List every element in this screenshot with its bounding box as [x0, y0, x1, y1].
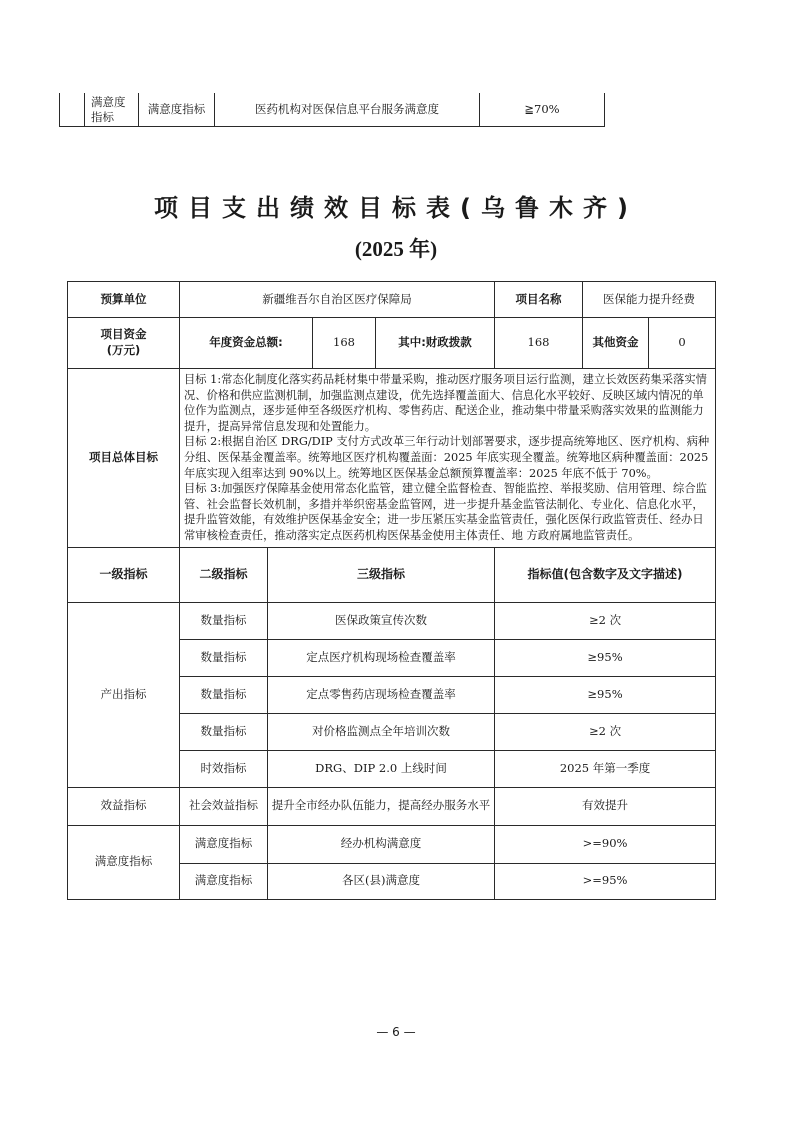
other-funds-value: 0	[649, 318, 716, 369]
value-cell: ≧70%	[480, 93, 605, 127]
level3-cell: 定点零售药店现场检查覆盖率	[268, 676, 495, 713]
funds-label	[68, 318, 180, 369]
table-row	[68, 825, 716, 863]
level2-cell: 满意度指标	[180, 863, 268, 899]
header-level1: 一级指标	[68, 547, 180, 602]
header-row	[68, 547, 716, 602]
header-level3: 三级指标	[268, 547, 495, 602]
value-cell: ≥2 次	[495, 713, 716, 750]
goal-3: 目标 3:加强医疗保障基金使用常态化监管，建立健全监督检查、智能监控、举报奖励、信用管理、综合监管、社会监督长效机制，多措并举织密基金监管网，进一步提升基金监管法制化、专业化、信息化水平，提升监管效能，有效维护医保基金安全；进一步压紧压实基金监管责任，强化医保行政监管责任、经办日常审核检查责任，推动落实定点医药机构医保基金使用主体责任、地 方政府属地监管责任。	[184, 482, 707, 542]
table-row	[68, 318, 716, 369]
level2-cell: 数量指标	[180, 713, 268, 750]
budget-unit-value: 新疆维吾尔自治区医疗保障局	[180, 282, 495, 318]
table-row	[68, 787, 716, 825]
document-title: 项目支出绩效目标表(乌鲁木齐)	[154, 194, 638, 222]
level1-cell: 效益指标	[68, 787, 180, 825]
value-cell: ≥95%	[495, 639, 716, 676]
overall-goals	[180, 369, 716, 548]
other-funds-label: 其他资金	[583, 318, 649, 369]
level1-cell: 满意度指标	[68, 825, 180, 899]
document-year: (2025 年)	[354, 237, 438, 261]
level1-cell: 产出指标	[68, 602, 180, 787]
table-row	[68, 602, 716, 639]
level2-cell: 数量指标	[180, 602, 268, 639]
table-row	[60, 93, 605, 127]
fiscal-value: 168	[495, 318, 583, 369]
level3-cell: 定点医疗机构现场检查覆盖率	[268, 639, 495, 676]
level3-cell: 提升全市经办队伍能力，提高经办服务水平	[268, 787, 495, 825]
performance-goals-table	[67, 281, 716, 900]
level3-cell: 医药机构对医保信息平台服务满意度	[215, 93, 480, 127]
value-cell: >=95%	[495, 863, 716, 899]
fiscal-label: 其中:财政拨款	[376, 318, 495, 369]
level2-cell: 数量指标	[180, 639, 268, 676]
funds-label-line1: 项目资金	[100, 327, 147, 342]
budget-unit-label: 预算单位	[68, 282, 180, 318]
project-name-value: 医保能力提升经费	[583, 282, 716, 318]
level3-cell: DRG、DIP 2.0 上线时间	[268, 750, 495, 787]
level2-cell: 时效指标	[180, 750, 268, 787]
value-cell: 2025 年第一季度	[495, 750, 716, 787]
previous-table-fragment	[59, 93, 605, 127]
level2-cell: 社会效益指标	[180, 787, 268, 825]
funds-label-line2: (万元)	[106, 343, 141, 357]
header-value: 指标值(包含数字及文字描述)	[495, 547, 716, 602]
project-name-label: 项目名称	[495, 282, 583, 318]
level3-cell: 医保政策宣传次数	[268, 602, 495, 639]
goal-1: 目标 1:常态化制度化落实药品耗材集中带量采购，推动医疗服务项目运行监测，建立长效医药集采落实情况、价格和供应监测机制，加强监测点建设，优先选择覆盖面大、信息化水平较好、反映区域内情况的单位作为监测点，逐步延伸至各级医疗机构、零售药店、配送企业，推动集中带量采购落实效果的监测能力提升，提高异常信息发现和处置能力。	[184, 373, 707, 433]
page-number: — 6 —	[376, 1025, 416, 1039]
level3-cell: 对价格监测点全年培训次数	[268, 713, 495, 750]
annual-total-label: 年度资金总额:	[180, 318, 313, 369]
annual-total-value: 168	[313, 318, 376, 369]
overall-goal-label: 项目总体目标	[68, 369, 180, 548]
header-level2: 二级指标	[180, 547, 268, 602]
level3-cell: 经办机构满意度	[268, 825, 495, 863]
level2-cell: 数量指标	[180, 676, 268, 713]
level1-cell: 满意度 指标	[85, 93, 139, 127]
value-cell: ≥95%	[495, 676, 716, 713]
value-cell: ≥2 次	[495, 602, 716, 639]
level3-cell: 各区(县)满意度	[268, 863, 495, 899]
level2-cell: 满意度指标	[180, 825, 268, 863]
level2-cell: 满意度指标	[139, 93, 215, 127]
value-cell: 有效提升	[495, 787, 716, 825]
value-cell: >=90%	[495, 825, 716, 863]
table-row	[68, 369, 716, 548]
empty-cell	[60, 93, 85, 127]
table-row	[68, 282, 716, 318]
goal-2: 目标 2:根据自治区 DRG/DIP 支付方式改革三年行动计划部署要求，逐步提高统筹地区、医疗机构、病种分组、医保基金覆盖率。统筹地区医疗机构覆盖面：2025 年底实现全覆盖。统筹地区病种覆盖面：2025 年底实现入组率达到 90%以上。统筹地区医保基金总额预算覆盖率：2025 年底不低于 70%。	[184, 435, 710, 480]
